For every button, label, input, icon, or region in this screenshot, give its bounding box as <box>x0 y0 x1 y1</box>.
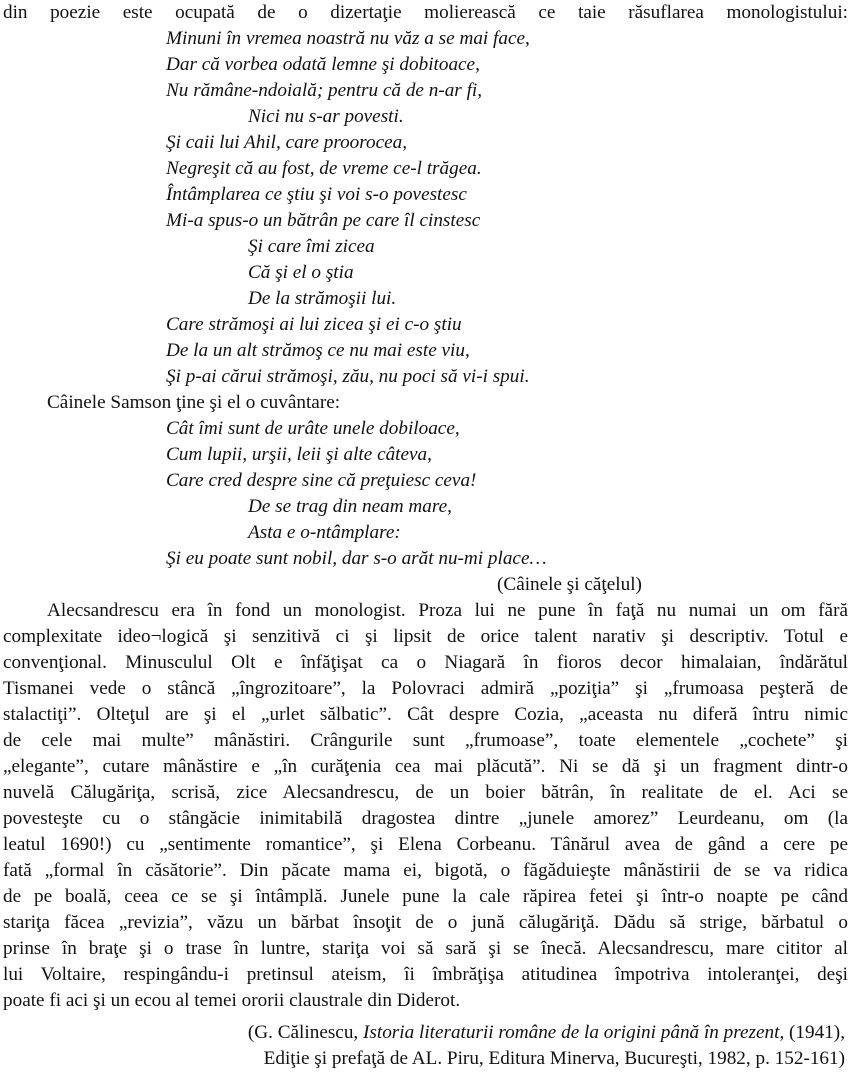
verse-line: Asta e o-ntâmplare: <box>248 522 401 543</box>
verse-line: Şi care îmi zicea <box>248 236 375 257</box>
citation-title: Istoria literaturii române de la origini până în prezent <box>363 1022 780 1043</box>
verse-line: Care strămoşi ai lui zicea şi ei c-o ştiu <box>166 314 462 335</box>
citation-suffix: , (1941), <box>779 1022 845 1043</box>
verse-line: Şi eu poate sunt nobil, dar s-o arăt nu-mi place… <box>166 548 547 569</box>
verse-line: Şi p-ai cărui strămoşi, zău, nu poci să vi-i spui. <box>166 366 530 387</box>
paragraph-line: „elegante”, cutare mânăstire e „în curăţenia cea mai plăcută”. Ni se dă şi un fragment dintr-o <box>3 756 848 777</box>
verse-line: De la strămoşii lui. <box>248 288 397 309</box>
intro-line: din poezie este ocupată de o dizertaţie molierească ce taie răsuflarea monologistului: <box>3 2 848 23</box>
paragraph-line: de cele mai multe” mânăstiri. Crângurile sunt „frumoase”, toate elementele „cochete” şi <box>3 730 848 751</box>
citation-line-2: Ediţie şi prefaţă de AL. Piru, Editura Minerva, Bucureşti, 1982, p. 152-161) <box>263 1048 845 1069</box>
paragraph-line: Tismanei vede o stâncă „îngrozitoare”, la Polovraci admiră „poziţia” şi „frumoasa peşteră de <box>3 678 848 699</box>
paragraph-line: convenţional. Minusculul Olt e înfăţişat ca o Niagară în fioros decor himalaian, îndărătul <box>3 652 848 673</box>
paragraph-line: prinse în braţe şi o trase în luntre, stariţa voi să sară şi se înecă. Alecsandrescu, mare cititor al <box>3 938 848 959</box>
paragraph-line: povesteşte cu o stângăcie inimitabilă dragostea dintre „junele amorez” Leurdeanu, om (la <box>3 808 848 829</box>
citation-prefix: (G. Călinescu, <box>247 1022 364 1043</box>
paragraph-line: de pe boală, ceea ce se şi întâmplă. Junele pune la cale răpirea fetei şi într-o noapte pe când <box>3 886 848 907</box>
verse-line: Cât îmi sunt de urâte unele dobiloace, <box>166 418 460 439</box>
paragraph-line: lui Voltaire, respingându-i pretinsul ateism, îi îmbrăţişa atitudinea împotriva intoleranţei, deşi <box>3 964 848 985</box>
paragraph-line: stalactiţi”. Olteţul are şi el „urlet sălbatic”. Cât despre Cozia, „aceasta nu diferă întru nimic <box>3 704 848 725</box>
verse-line: Că şi el o ştia <box>248 262 354 283</box>
paragraph-line: leatul 1690!) cu „sentimente romantice”, şi Elena Corbeanu. Tânărul avea de gând a cere pe <box>3 834 848 855</box>
verse-line: Şi caii lui Ahil, care proorocea, <box>166 132 408 153</box>
verse-line: Minuni în vremea noastră nu văz a se mai face, <box>166 28 530 49</box>
paragraph-line: nuvelă Călugăriţa, scrisă, zice Alecsandrescu, de un boier bătrân, în realitate de el. Aci se <box>3 782 848 803</box>
paragraph-line: Alecsandrescu era în fond un monologist. Proza lui ne pune în faţă nu numai un om fără <box>47 600 848 621</box>
verse-line: Nici nu s-ar povesti. <box>248 106 404 127</box>
verse-line: Cum lupii, urşii, leii şi alte câteva, <box>166 444 432 465</box>
verse-line: De la un alt strămoş ce nu mai este viu, <box>166 340 470 361</box>
verse-line: Întâmplarea ce ştiu şi voi s-o povestesc <box>166 184 467 205</box>
paragraph-line: fată „formal în căsătorie”. Din păcate mama ei, bigotă, o făgăduieşte mânăstirii de se va ridica <box>3 860 848 881</box>
verse-line: Mi-a spus-o un bătrân pe care îl cinstesc <box>166 210 481 231</box>
poem-source: (Câinele şi căţelul) <box>497 574 642 595</box>
verse-line: Nu rămâne-ndoială; pentru că de n-ar fi, <box>166 80 483 101</box>
verse-line: De se trag din neam mare, <box>248 496 452 517</box>
citation-line-1 <box>248 1020 845 1046</box>
verse-line: Negreşit că au fost, de vreme ce-l trăgea. <box>166 158 482 179</box>
paragraph-line: poate fi aci şi un ecou al temei ororii claustrale din Diderot. <box>3 990 461 1011</box>
paragraph-line: stariţa făcea „revizia”, văzu un bărbat însoţit de o jună călugăriţă. Dădu să strige, bărbatul o <box>3 912 848 933</box>
samson-intro: Câinele Samson ţine şi el o cuvântare: <box>47 392 341 413</box>
verse-line: Care cred despre sine că preţuiesc ceva! <box>166 470 477 491</box>
paragraph-line: complexitate ideo¬logică şi senzitivă ci şi lipsit de orice talent narativ şi descriptiv. Totul e <box>3 626 848 647</box>
verse-line: Dar că vorbea odată lemne şi dobitoace, <box>166 54 480 75</box>
